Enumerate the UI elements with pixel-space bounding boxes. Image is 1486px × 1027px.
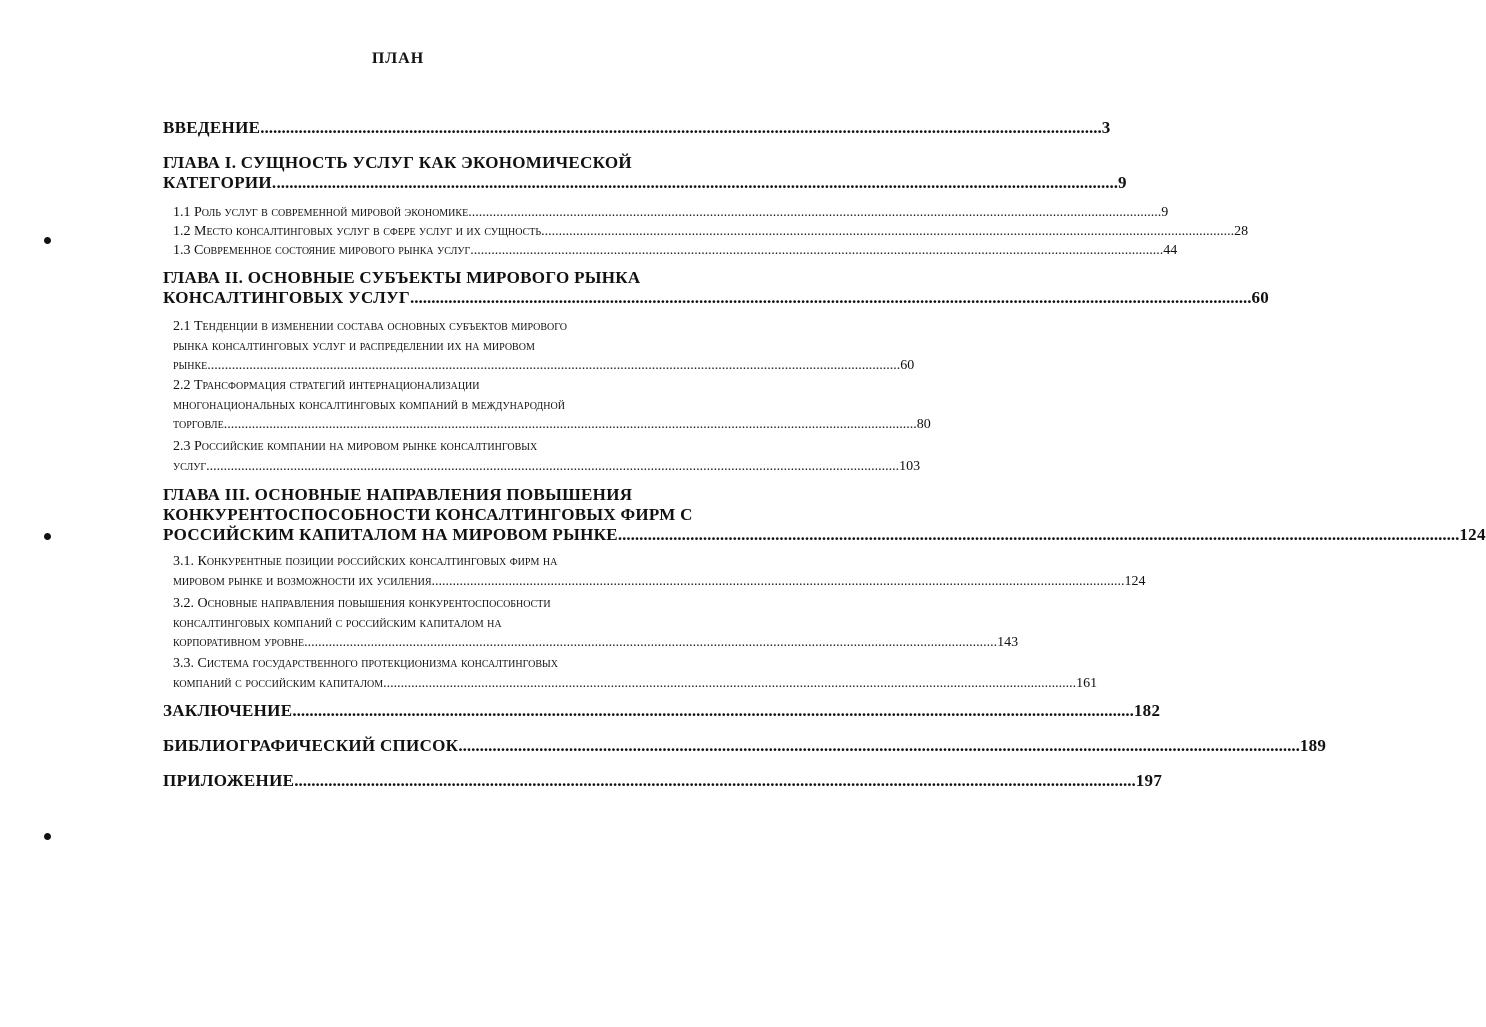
toc-section-1-1[interactable]: 1.1 Роль услуг в современной мировой экономике ..... 9 xyxy=(173,203,750,223)
toc-intro-label: ВВЕДЕНИЕ xyxy=(163,118,261,137)
toc-chapter-2[interactable]: ГЛАВА II. ОСНОВНЫЕ СУБЪЕКТЫ МИРОВОГО РЫНКА КОНСАЛТИНГОВЫХ УСЛУГ ..... 60 xyxy=(163,268,750,308)
toc-conclusion[interactable]: ЗАКЛЮЧЕНИЕ ..... 182 xyxy=(163,701,750,721)
binder-hole-mark xyxy=(44,833,51,840)
toc-chapter-3-page: 124 xyxy=(1459,525,1486,544)
toc-section-3-1[interactable]: 3.1. Конкурентные позиции российских консалтинговых фирм на мировом рынке и возможности их усиления ..... 124 xyxy=(173,552,750,591)
toc-appendix[interactable]: ПРИЛОЖЕНИЕ ..... 197 xyxy=(163,771,750,791)
toc-intro[interactable] xyxy=(163,118,1111,138)
toc-chapter-2-page: 60 xyxy=(1251,288,1270,307)
toc-section-3-3[interactable]: 3.3. Система государственного протекционизма консалтинговых компаний с российским капиталом ..... 161 xyxy=(173,654,750,693)
toc-section-1-3[interactable]: 1.3 Современное состояние мирового рынка услуг ..... 44 xyxy=(173,241,750,261)
toc-chapter-1[interactable]: ГЛАВА I. СУЩНОСТЬ УСЛУГ КАК ЭКОНОМИЧЕСКОЙ КАТЕГОРИИ. ..... 9 xyxy=(163,153,750,193)
binder-hole-mark xyxy=(44,237,51,244)
toc-chapter-1-page: 9 xyxy=(1117,173,1127,192)
toc-section-3-2[interactable]: 3.2. Основные направления повышения конкурентоспособности консалтинговых компаний с российским капиталом на корпоративном уровне ..... 143 xyxy=(173,594,750,653)
toc-section-2-1[interactable]: 2.1 Тенденции в изменении состава основных субъектов мирового рынка консалтинговых услуг и распределении их на мировом рынке ..... 60 xyxy=(173,317,750,376)
toc-section-2-3[interactable]: 2.3 Российские компании на мировом рынке консалтинговых услуг ..... 103 xyxy=(173,437,750,476)
page-title: ПЛАН xyxy=(371,50,425,67)
toc-section-1-2[interactable]: 1.2 Место консалтинговых услуг в сфере услуг и их сущность ..... 28 xyxy=(173,222,750,242)
toc-chapter-3[interactable]: ГЛАВА III. ОСНОВНЫЕ НАПРАВЛЕНИЯ ПОВЫШЕНИЯ КОНКУРЕНТОСПОСОБНОСТИ КОНСАЛТИНГОВЫХ ФИРМ С РОССИЙСКИМ КАПИТАЛОМ НА МИРОВОМ РЫНКЕ ..... 124 xyxy=(163,485,750,545)
binder-hole-mark xyxy=(44,533,51,540)
toc-intro-page: 3 xyxy=(1101,118,1111,137)
toc-bibliography[interactable]: БИБЛИОГРАФИЧЕСКИЙ СПИСОК ..... 189 xyxy=(163,736,750,756)
toc-section-2-2[interactable]: 2.2 Трансформация стратегий интернационализации многонациональных консалтинговых компаний в международной торговле ..... 80 xyxy=(173,376,750,435)
